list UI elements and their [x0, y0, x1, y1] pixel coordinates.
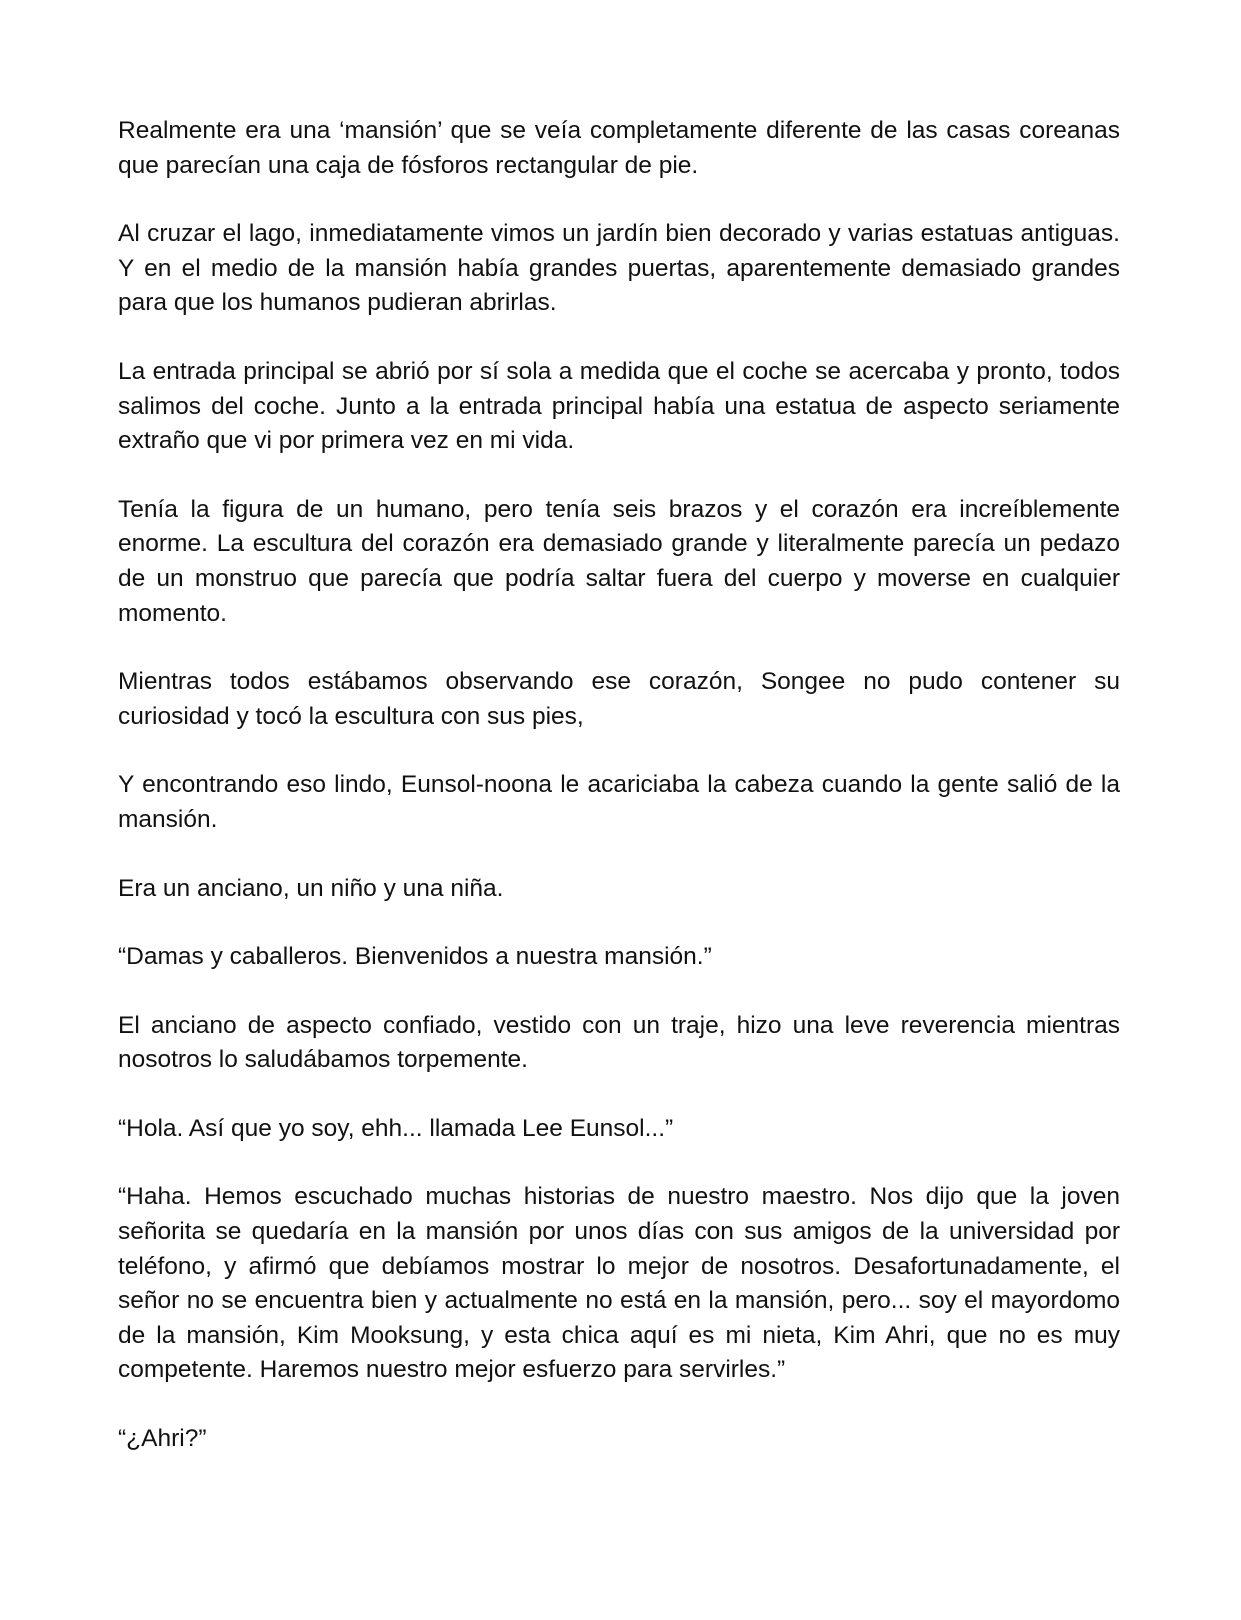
paragraph-ahri-question: “¿Ahri?”: [118, 1425, 207, 1453]
paragraph-mansion-description: Realmente era una ‘mansión’ que se veía completamente diferente de las casas coreanas que parecían una caja de fósforos rectangular de pie.: [118, 117, 1120, 179]
document-page: [118, 114, 1120, 1491]
paragraph-butler-speech: “Haha. Hemos escuchado muchas historias de nuestro maestro. Nos dijo que la joven señorita se quedaría en la mansión por unos días con sus amigos de la universidad por teléfono, y afirmó que debíamos mostrar lo mejor de nosotros. Desafortunadamente, el señor no se encuentra bien y actualmente no está en la mansión, pero... soy el mayordomo de la mansión, Kim Mooksung, y esta chica aquí es mi nieta, Kim Ahri, que no es muy competente. Haremos nuestro mejor esfuerzo para servirles.”: [118, 1183, 1120, 1384]
paragraph-people-appear: Era un anciano, un niño y una niña.: [118, 874, 504, 902]
paragraph-crossing-lake: Al cruzar el lago, inmediatamente vimos un jardín bien decorado y varias estatuas antiguas. Y en el medio de la mansión había grandes puertas, aparentemente demasiado grandes para que los humanos pudieran abrirlas.: [118, 220, 1120, 317]
paragraph-eunsol-greeting: “Hola. Así que yo soy, ehh... llamada Lee Eunsol...”: [118, 1114, 674, 1142]
paragraph-old-man-bow: El anciano de aspecto confiado, vestido con un traje, hizo una leve reverencia mientras nosotros lo saludábamos torpemente.: [118, 1011, 1120, 1074]
paragraph-eunsol-petting: Y encontrando eso lindo, Eunsol-noona le acariciaba la cabeza cuando la gente salió de la mansión.: [118, 771, 1120, 833]
paragraph-main-entrance: La entrada principal se abrió por sí sola a medida que el coche se acercaba y pronto, todos salimos del coche. Junto a la entrada principal había una estatua de aspecto seriamente extraño que vi por primera vez en mi vida.: [118, 357, 1120, 455]
paragraph-songee-curiosity: Mientras todos estábamos observando ese corazón, Songee no pudo contener su curiosidad y tocó la escultura con sus pies,: [118, 668, 1120, 730]
paragraph-welcome-dialogue: “Damas y caballeros. Bienvenidos a nuestra mansión.”: [118, 943, 712, 971]
paragraph-statue-figure: Tenía la figura de un humano, pero tenía seis brazos y el corazón era increíblemente enorme. La escultura del corazón era demasiado grande y literalmente parecía un pedazo de un monstruo que parecía que podría saltar fuera del cuerpo y moverse en cualquier momento.: [118, 495, 1120, 627]
